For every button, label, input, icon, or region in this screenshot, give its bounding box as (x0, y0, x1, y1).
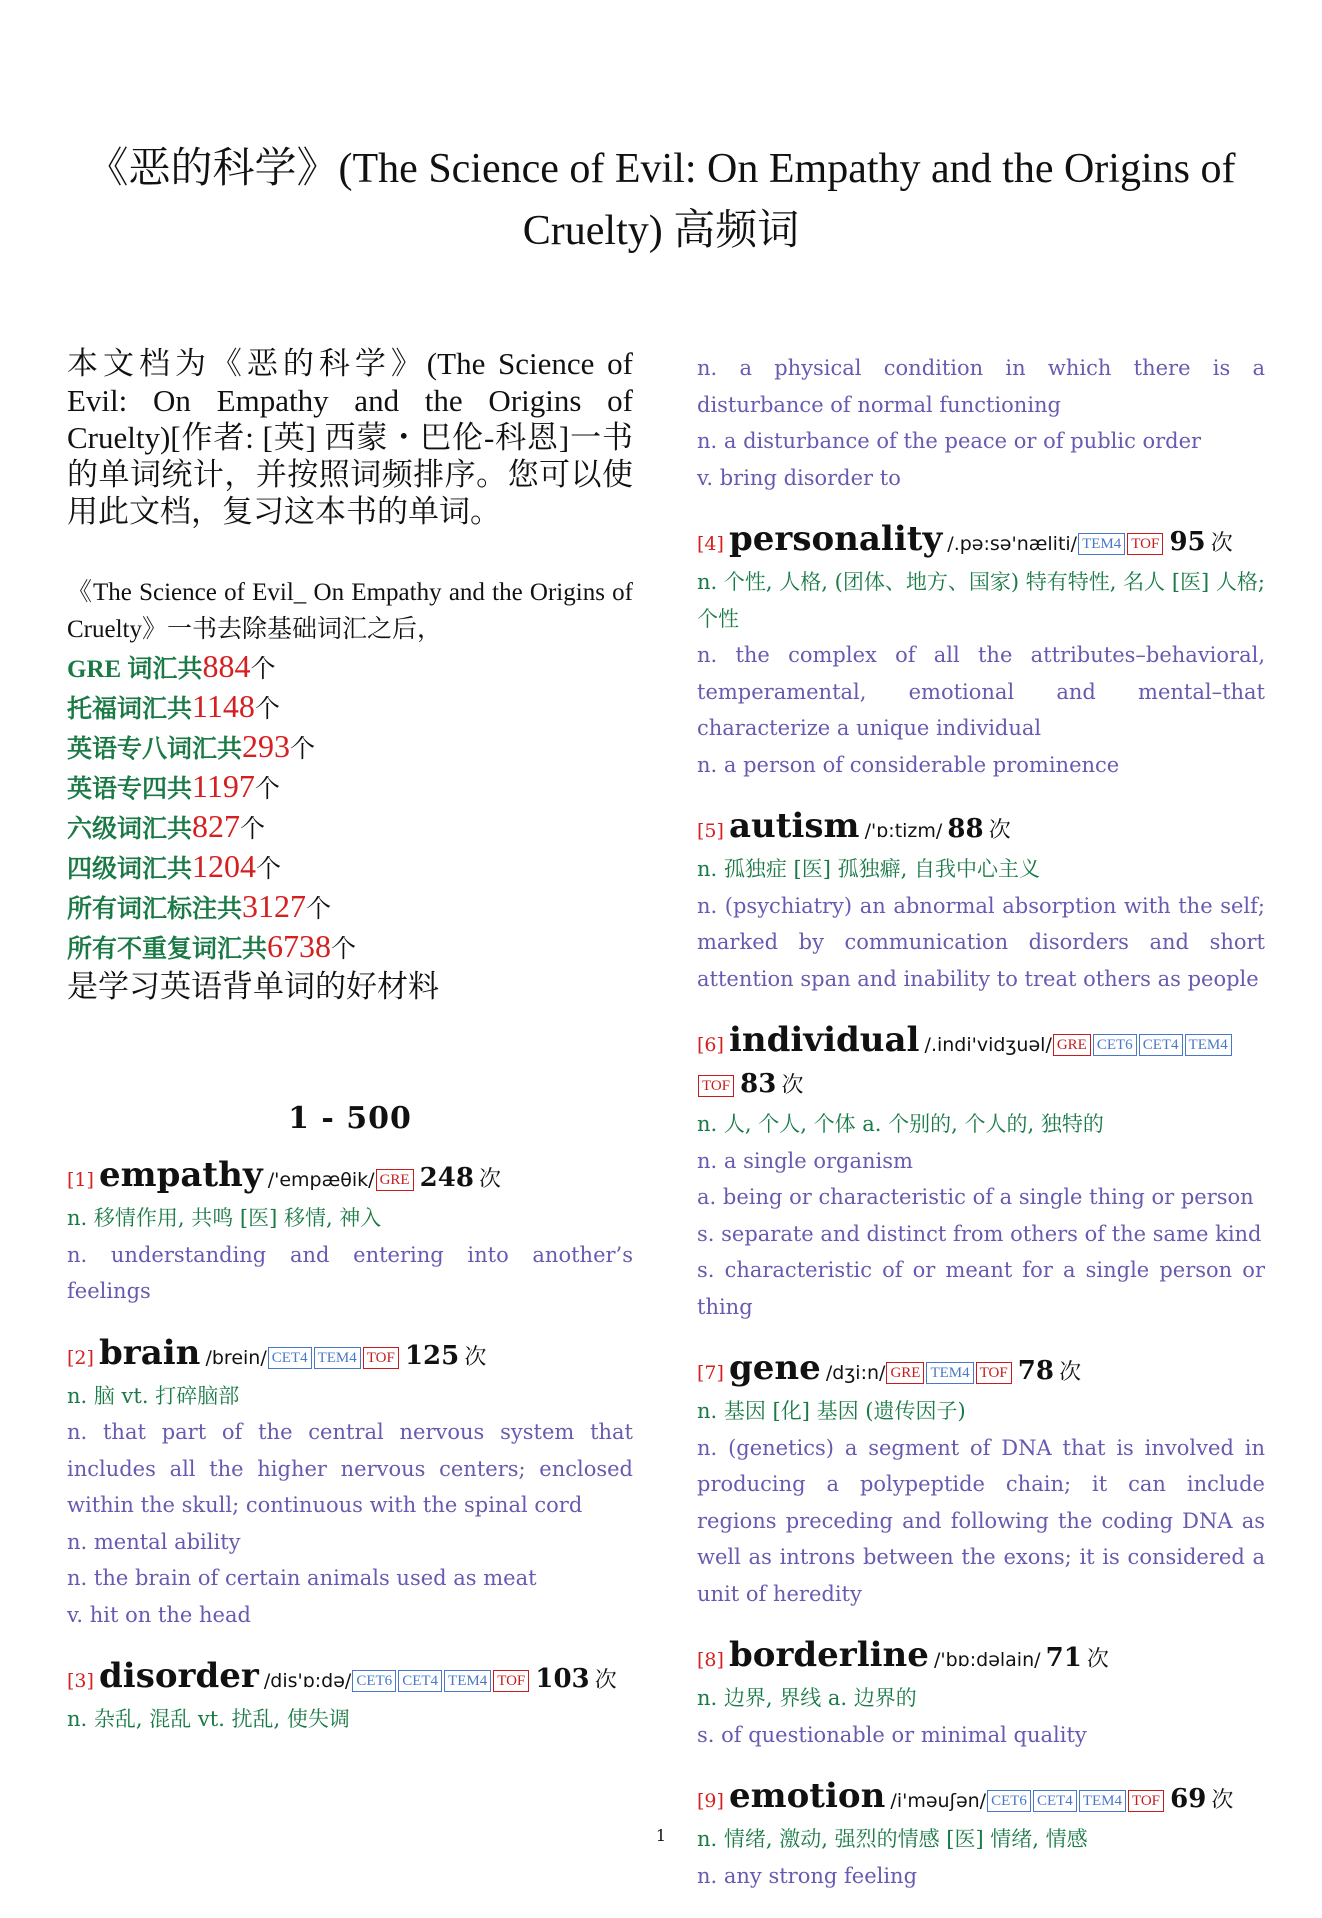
stat-unit: 个 (331, 936, 357, 963)
frequency-unit: 次 (594, 1668, 617, 1693)
entry-index: [5] (697, 820, 724, 842)
headword: gene (729, 1348, 821, 1388)
frequency-count: 71 (1045, 1643, 1082, 1673)
word-entry (697, 807, 1265, 997)
stat-unit: 个 (306, 896, 332, 923)
frequency-unit: 次 (1086, 1647, 1109, 1672)
stat-suffix: 共 (167, 816, 193, 843)
stat-unit: 个 (290, 736, 316, 763)
stat-suffix: 共 (217, 896, 243, 923)
stat-count: 3127 (242, 888, 307, 924)
pronunciation: /'bɒ:dəlain/ (933, 1649, 1041, 1671)
frequency-count: 88 (947, 814, 984, 844)
range-heading: 1 - 500 (288, 1101, 412, 1136)
stat-suffix: 共 (217, 736, 243, 763)
stat-count: 293 (242, 728, 291, 764)
level-tag-tof: TOF (698, 1075, 734, 1097)
entry-index: [9] (697, 1790, 724, 1812)
stat-count: 884 (202, 648, 251, 684)
word-entry (697, 1636, 1265, 1753)
definition-english: n. (psychiatry) an abnormal absorption with the self; marked by communication disorders and short attention span and inability to treat others as people (697, 893, 1265, 991)
frequency-count: 83 (740, 1069, 777, 1099)
definition-chinese: n. 情绪, 激动, 强烈的情感 [医] 情绪, 情感 (697, 1827, 1088, 1851)
entry-index: [1] (67, 1169, 94, 1191)
level-tag-cet6: CET6 (1093, 1034, 1137, 1056)
stat-row (67, 928, 633, 968)
summary-lead: 《The Science of Evil_ On Empathy and the Origins of Cruelty》一书去除基础词汇之后， (67, 579, 633, 643)
level-tag-gre: GRE (376, 1169, 414, 1191)
headword: brain (99, 1332, 201, 1373)
headword: personality (729, 519, 943, 559)
frequency-count: 248 (419, 1163, 474, 1193)
pronunciation: /.pə:sə'næliti/ (947, 533, 1078, 555)
stat-suffix: 共 (167, 856, 193, 883)
word-entry (697, 1349, 1265, 1612)
definition-chinese: n. 移情作用, 共鸣 [医] 移情, 神入 (67, 1206, 382, 1230)
definition-english: v. hit on the head (67, 1602, 251, 1627)
entry-index: [2] (67, 1346, 94, 1369)
level-tag-cet4: CET4 (1033, 1790, 1077, 1812)
stat-label: GRE 词汇 (67, 656, 178, 683)
definition-english: n. a disturbance of the peace or of public order (697, 429, 1202, 453)
definition-english: v. bring disorder to (697, 465, 901, 490)
stat-unit: 个 (256, 856, 282, 883)
stat-count: 1204 (192, 848, 257, 884)
frequency-count: 103 (535, 1664, 590, 1694)
stat-label: 托福词汇 (67, 696, 168, 723)
definition-chinese: n. 边界, 界线 a. 边界的 (697, 1686, 917, 1710)
pronunciation: /.indi'vidʒuəl/ (924, 1034, 1052, 1056)
stat-suffix: 共 (242, 936, 268, 963)
frequency-unit: 次 (479, 1167, 502, 1192)
frequency-unit: 次 (781, 1073, 804, 1098)
definition-chinese: n. 脑 vt. 打碎脑部 (67, 1383, 240, 1408)
stat-count: 1197 (192, 768, 255, 804)
pronunciation: /brein/ (205, 1346, 267, 1369)
frequency-count: 125 (404, 1340, 460, 1371)
level-tag-tem4: TEM4 (1078, 533, 1125, 555)
entries-right (697, 350, 1265, 1894)
stat-row (67, 648, 633, 688)
stats-list (67, 648, 633, 968)
definition-english: n. understanding and entering into another’s feelings (67, 1242, 633, 1303)
word-entry (67, 1657, 633, 1738)
definition-english: s. characteristic of or meant for a single person or thing (697, 1258, 1265, 1319)
headword: empathy (99, 1155, 263, 1195)
summary-closing: 是学习英语背单词的好材料 (67, 969, 439, 1004)
definition-english: n. any strong feeling (697, 1863, 918, 1888)
entry-head (67, 1657, 633, 1701)
level-tag-tem4: TEM4 (926, 1362, 973, 1384)
right-column (697, 350, 1265, 1918)
entry-head (697, 1349, 1265, 1393)
stat-label: 英语专八词汇 (67, 736, 218, 763)
stat-row (67, 768, 633, 808)
stat-label: 四级词汇 (67, 856, 168, 883)
stat-count: 827 (192, 808, 241, 844)
stat-count: 1148 (192, 688, 255, 724)
frequency-unit: 次 (1211, 1788, 1234, 1813)
frequency-count: 95 (1169, 527, 1206, 557)
level-tag-cet4: CET4 (268, 1347, 312, 1369)
definition-english: s. separate and distinct from others of the same kind (697, 1221, 1262, 1246)
definition-english: n. mental ability (67, 1529, 241, 1554)
entries-left (67, 1156, 633, 1738)
stat-unit: 个 (240, 816, 266, 843)
entry-index: [6] (697, 1034, 724, 1056)
frequency-unit: 次 (1210, 531, 1233, 556)
definition-english: n. (genetics) a segment of DNA that is involved in producing a polypeptide chain; it can include regions preceding and following the coding DNA as well as introns between the exons; it is considered a unit of heredity (697, 1435, 1265, 1606)
pronunciation: /'empæθik/ (267, 1169, 375, 1191)
definition-english: n. a physical condition in which there is a disturbance of normal functioning (697, 356, 1265, 417)
left-column (67, 345, 633, 1762)
definition-english: s. of questionable or minimal quality (697, 1722, 1087, 1747)
definition-english: a. being or characteristic of a single thing or person (697, 1185, 1254, 1209)
frequency-count: 78 (1017, 1356, 1054, 1386)
page-number: 1 (655, 1826, 667, 1845)
stat-suffix: 共 (167, 776, 193, 803)
level-tag-cet4: CET4 (1139, 1034, 1183, 1056)
entry-index: [4] (697, 533, 724, 555)
word-entry (697, 520, 1265, 783)
entry-head (697, 520, 1265, 564)
page-title: 《恶的科学》(The Science of Evil: On Empathy and the Origins of Cruelty) 高频词 (86, 146, 1236, 254)
level-tag-cet4: CET4 (398, 1670, 442, 1692)
frequency-count: 69 (1170, 1784, 1207, 1814)
word-entry (697, 1021, 1265, 1325)
definition-chinese: n. 孤独症 [医] 孤独癖, 自我中心主义 (697, 857, 1040, 881)
stat-row (67, 888, 633, 928)
level-tag-tem4: TEM4 (1185, 1034, 1232, 1056)
entry-index: [8] (697, 1649, 724, 1671)
level-tag-tof: TOF (1128, 1790, 1164, 1812)
pronunciation: /i'məuʃən/ (890, 1790, 987, 1812)
stat-suffix: 共 (167, 696, 193, 723)
entry-head (697, 807, 1265, 851)
word-entry (697, 350, 1265, 496)
word-entry (67, 1156, 633, 1310)
pronunciation: /dis'ɒ:də/ (263, 1670, 352, 1692)
definition-english: n. the brain of certain animals used as meat (67, 1566, 537, 1590)
definition-english: n. a person of considerable prominence (697, 752, 1120, 777)
intro-paragraph: 本文档为《恶的科学》(The Science of Evil: On Empathy and the Origins of Cruelty)[作者: [英] 西蒙・巴伦-科恩]一书的单词统计，并按照词频排序。您可以使用此文档，复习这本书的单词。 (67, 346, 633, 529)
definition-chinese: n. 基因 [化] 基因 (遗传因子) (697, 1399, 966, 1423)
pronunciation: /'ɒ:tizm/ (864, 820, 943, 842)
stat-label: 六级词汇 (67, 816, 168, 843)
level-tag-gre: GRE (1053, 1034, 1091, 1056)
definition-english: n. a single organism (697, 1148, 913, 1173)
frequency-unit: 次 (1059, 1360, 1082, 1385)
stat-row (67, 688, 633, 728)
level-tag-cet6: CET6 (987, 1790, 1031, 1812)
level-tag-tof: TOF (363, 1347, 399, 1369)
stat-suffix: 共 (177, 656, 203, 683)
stat-unit: 个 (254, 696, 280, 723)
definition-english: n. the complex of all the attributes–behavioral, temperamental, emotional and mental–that characterize a unique individual (697, 643, 1265, 740)
level-tag-gre: GRE (886, 1362, 924, 1384)
stat-unit: 个 (250, 656, 276, 683)
definition-chinese: n. 杂乱, 混乱 vt. 扰乱, 使失调 (67, 1707, 350, 1731)
vocabulary-summary (67, 574, 633, 1005)
entry-head (67, 1334, 633, 1378)
headword: borderline (729, 1635, 929, 1675)
entry-head (67, 1156, 633, 1200)
level-tag-tof: TOF (976, 1362, 1012, 1384)
word-entry (67, 1334, 633, 1634)
stat-label: 所有词汇标注 (67, 896, 218, 923)
headword: individual (729, 1020, 920, 1060)
level-tag-tem4: TEM4 (314, 1347, 361, 1369)
entry-head (697, 1777, 1265, 1821)
level-tag-tof: TOF (1127, 533, 1163, 555)
level-tag-tem4: TEM4 (444, 1670, 491, 1692)
level-tag-tem4: TEM4 (1079, 1790, 1126, 1812)
stat-label: 所有不重复词汇 (67, 936, 243, 963)
definition-chinese: n. 人, 个人, 个体 a. 个别的, 个人的, 独特的 (697, 1112, 1104, 1136)
headword: autism (729, 806, 860, 846)
entry-head (697, 1636, 1265, 1680)
level-tag-cet6: CET6 (352, 1670, 396, 1692)
stat-unit: 个 (254, 776, 280, 803)
stat-row (67, 848, 633, 888)
stat-count: 6738 (267, 928, 332, 964)
headword: emotion (729, 1776, 886, 1816)
stat-label: 英语专四 (67, 776, 168, 803)
entry-index: [3] (67, 1670, 94, 1692)
stat-row (67, 808, 633, 848)
headword: disorder (99, 1656, 259, 1696)
entry-head (697, 1021, 1265, 1106)
pronunciation: /dʒi:n/ (825, 1362, 886, 1384)
frequency-unit: 次 (464, 1344, 487, 1370)
level-tag-tof: TOF (493, 1670, 529, 1692)
definition-english: n. that part of the central nervous system that includes all the higher nervous centers; enclosed within the skull; continuous with the spinal cord (67, 1420, 633, 1517)
definition-chinese: n. 个性, 人格, (团体、地方、国家) 特有特性, 名人 [医] 人格; 个性 (697, 570, 1265, 631)
stat-row (67, 728, 633, 768)
frequency-unit: 次 (988, 818, 1011, 843)
entry-index: [7] (697, 1362, 724, 1384)
